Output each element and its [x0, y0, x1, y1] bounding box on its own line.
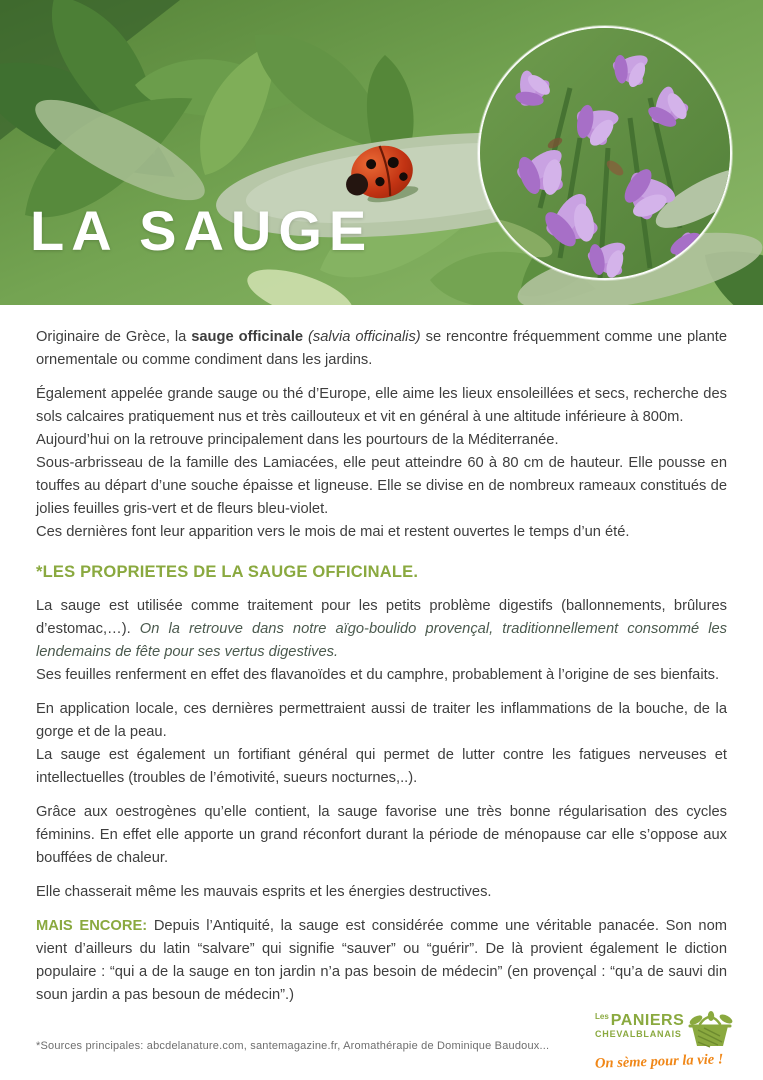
paragraph-fortifiant: La sauge est également un fortifiant général qui permet de lutter contre les fatigues nerveuses et intellectuelles (troubles de l’émotivité, sueurs nocturnes,..).: [36, 747, 727, 786]
paragraph-description-1: Également appelée grande sauge ou thé d’Europe, elle aime les lieux ensoleillées et secs, recherche des sols calcaires pratiquement nus et très caillouteux et vit en général à une altitude inférieure à 800m.: [36, 386, 727, 425]
flower-inset-photo: [478, 26, 732, 280]
paragraph-intro: Originaire de Grèce, la sauge officinale (salvia officinalis) se rencontre fréquemment comme une plante ornementale ou comme condiment dans les jardins.: [36, 329, 727, 368]
paragraph-description-3: Sous-arbrisseau de la famille des Lamiacées, elle peut atteindre 60 à 80 cm de hauteur. Elle pousse en touffes au départ d’une souche épaisse et ligneuse. Elle se divise en de nombreux rameaux constitués de jolies feuilles gris-vert et de fleurs bleu-violet.: [36, 455, 727, 517]
provencal-note: On la retrouve dans notre aïgo-boulido provençal, traditionnellement consommé les lendemains de fête pour ses vertus digestives.: [36, 621, 727, 660]
paragraph-oestrogenes: Grâce aux oestrogènes qu’elle contient, la sauge favorise une très bonne régularisation des cycles féminins. En effet elle apporte un grand réconfort durant la période de ménopause car elle s’oppose aux bouffées de chaleur.: [36, 804, 727, 866]
logo-chevalblanais-text: CHEVALBLANAIS: [595, 1029, 682, 1039]
logo-paniers-chevalblanais: [595, 1008, 755, 1070]
basket-icon: [684, 1008, 736, 1050]
logo-les-text: Les: [595, 1012, 609, 1021]
paragraph-digestif: La sauge est utilisée comme traitement pour les petits problème digestifs (ballonnements, brûlures d’estomac,…). On la retrouve dans notre aïgo-boulido provençal, traditionnellement consommé les lendemains de fête pour ses vertus digestives.: [36, 598, 727, 660]
paragraph-flavanoides: Ses feuilles renferment en effet des flavanoïdes et du camphre, probablement à l’origine de ses bienfaits.: [36, 667, 720, 683]
intro-bold: sauge officinale: [191, 329, 304, 345]
paragraph-application-locale: En application locale, ces dernières permettraient aussi de traiter les inflammations de la bouche, de la gorge et de la peau.: [36, 701, 727, 740]
paragraph-description-2: Aujourd’hui on la retrouve principalement dans les pourtours de la Méditerranée.: [36, 432, 559, 448]
intro-latin-name: (salvia officinalis): [308, 329, 421, 345]
section-heading-proprietes: *LES PROPRIETES DE LA SAUGE OFFICINALE.: [36, 563, 419, 581]
page-title: LA SAUGE: [30, 199, 374, 262]
paragraph-description-4: Ces dernières font leur apparition vers le mois de mai et restent ouvertes le temps d’un été.: [36, 524, 630, 540]
header-photo: [0, 0, 763, 305]
mais-encore-label: MAIS ENCORE:: [36, 918, 148, 934]
logo-paniers-text: PANIERS: [610, 1012, 685, 1029]
intro-text: Originaire de Grèce, la: [36, 329, 192, 345]
article-body: [36, 326, 727, 1018]
sage-flowers-illustration: [480, 28, 730, 278]
sources-note: *Sources principales: abcdelanature.com, santemagazine.fr, Aromathérapie de Dominique Baudoux...: [36, 1040, 550, 1052]
paragraph-esprits: Elle chasserait même les mauvais esprits et les énergies destructives.: [36, 884, 492, 900]
paragraph-mais-encore: MAIS ENCORE: Depuis l’Antiquité, la sauge est considérée comme une véritable panacée. Son nom vient d’ailleurs du latin “salvare” qui signifie “sauver” ou “guérir”. De là provient également le diction populaire : “qui a de la sauge en ton jardin n’a pas besoin de médecin” (en provençal : “qu’a de sauvi din soun jardin a pas besoun de médecin”.): [36, 918, 727, 1003]
logo-tagline: On sème pour la vie !: [594, 1051, 724, 1072]
